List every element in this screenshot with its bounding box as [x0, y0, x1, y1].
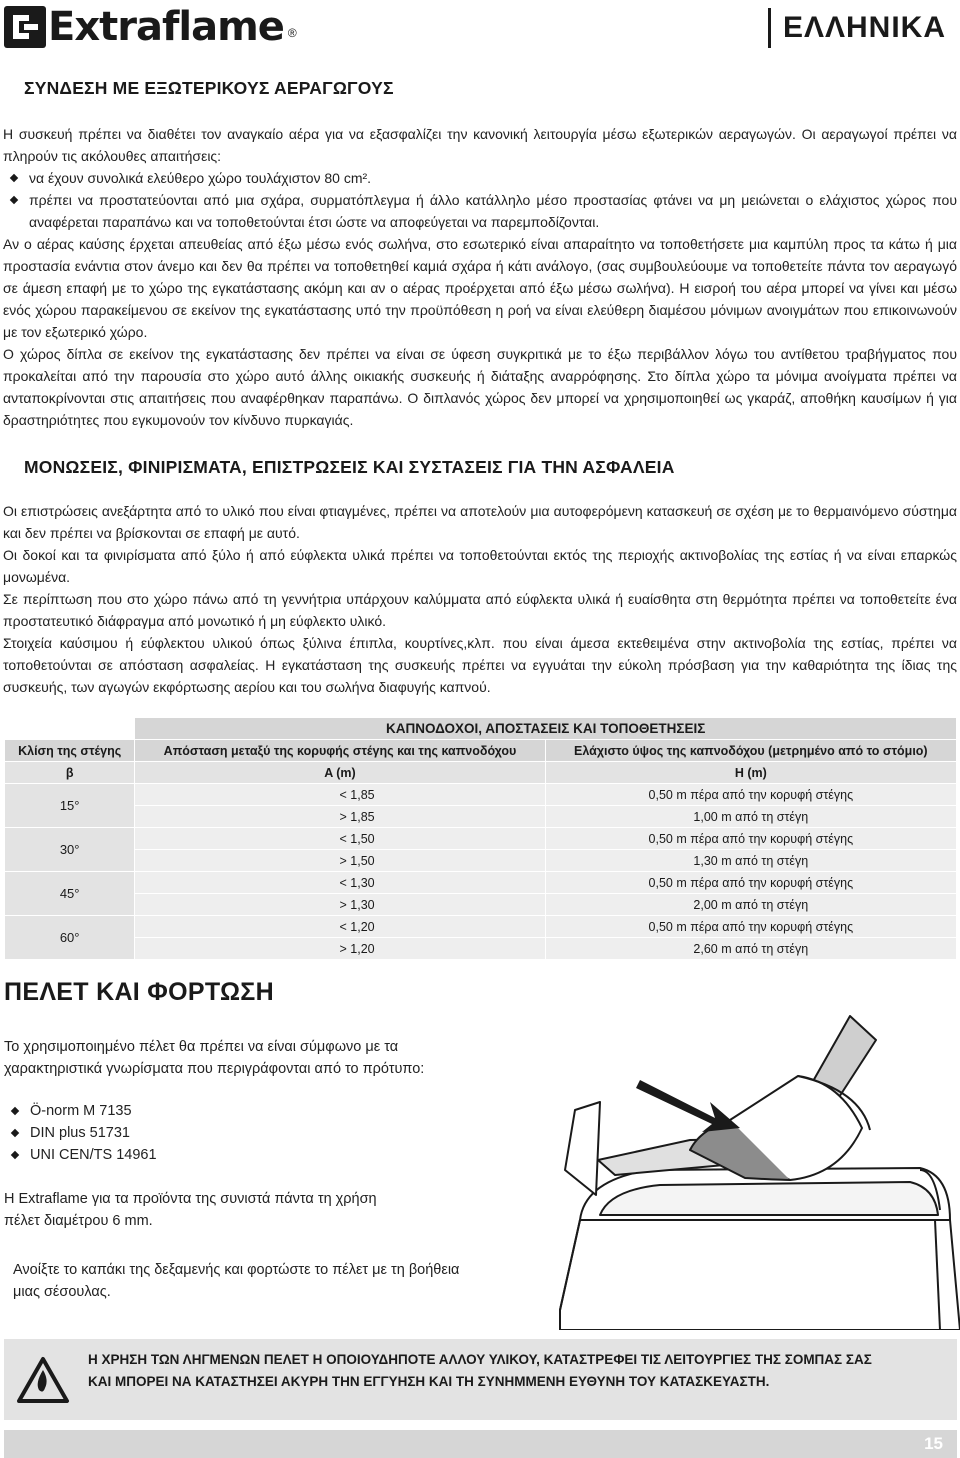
warning-box [4, 1339, 957, 1420]
distance-cell: < 1,20 [135, 916, 545, 938]
pellet-advice: Η Extraflame για τα προϊόντα της συνιστά πάντα τη χρήση πέλετ διαμέτρου 6 mm. [4, 1191, 377, 1229]
table-title: ΚΑΠΝΟΔΟΧΟΙ, ΑΠΟΣΤΑΣΕΙΣ ΚΑΙ ΤΟΠΟΘΕΤΗΣΕΙΣ [135, 718, 957, 740]
bullet-item: πρέπει να προστατεύονται από μια σχάρα, συρματόπλεγμα ή άλλο κατάλληλο μέσο προστασίας φτάνει να μη μειώνεται ο ελάχιστος χώρος που αναφέρεται παραπάνω και να τοποθετούνται έτσι ώστε να αποφεύγεται να παρεμποδίζονται. [3, 189, 957, 233]
table-row [5, 916, 957, 938]
norm-item: UNI CEN/TS 14961 [4, 1144, 304, 1166]
table-row [5, 894, 957, 916]
tank-lid [565, 1102, 600, 1195]
distance-cell: < 1,85 [135, 784, 545, 806]
stove-body [560, 1220, 960, 1330]
logo-mark-icon [4, 6, 46, 48]
table-row [5, 938, 957, 960]
section-air-ducts-body [3, 123, 957, 431]
distance-cell: > 1,50 [135, 850, 545, 872]
warning-text: Η ΧΡΗΣΗ ΤΩΝ ΛΗΓΜΕΝΩΝ ΠΕΛΕΤ Η ΟΠΟΙΟΥΔΗΠΟΤΕ ΑΛΛΟΥ ΥΛΙΚΟΥ, ΚΑΤΑΣΤΡΕΦΕΙ ΤΙΣ ΛΕΙΤΟΥΡΓΙΕΣ ΤΗΣ ΣΟΜΠΑΣ ΣΑΣ ΚΑΙ ΜΠΟΡΕΙ ΝΑ ΚΑΤΑΣΤΗΣΕΙ ΑΚΥΡΗ ΤΗΝ ΕΓΓΥΗΣΗ ΚΑΙ ΤΗ ΣΥΝΗΜΜΕΝΗ ΕΥΘΥΝΗ ΤΟΥ ΚΑΤΑΣΚΕΥΑΣΤΗ. [88, 1352, 872, 1389]
language-label: ΕΛΛΗΝΙΚΑ [768, 8, 946, 48]
loading-instruction: Ανοίξτε το καπάκι της δεξαμενής και φορτώστε το πέλετ με τη βοήθεια μιας σέσουλας. [13, 1262, 460, 1300]
registered-mark: ® [287, 26, 297, 40]
warning-triangle-icon [16, 1356, 70, 1404]
distance-cell: > 1,30 [135, 894, 545, 916]
roof-angle-cell: 45° [5, 872, 135, 916]
section-title-pellet: ΠΕΛΕΤ ΚΑΙ ΦΟΡΤΩΣΗ [4, 978, 274, 1006]
height-cell: 2,60 m από τη στέγη [545, 938, 956, 960]
column-header: Κλίση της στέγης [5, 740, 135, 762]
distance-cell: > 1,20 [135, 938, 545, 960]
column-header: Ελάχιστο ύψος της καπνοδόχου (μετρημένο από το στόμιο) [545, 740, 956, 762]
page-number: 15 [924, 1434, 943, 1453]
column-subheader: A (m) [135, 762, 545, 784]
paragraph: Αν ο αέρας καύσης έρχεται απευθείας από έξω μέσω ενός σωλήνα, στο εσωτερικό είναι απαραίτητο να τοποθετήσετε μια καμπύλη προς τα κάτω ή μια προστασία ενάντια στον άνεμο και δεν θα πρέπει να τοποθετηθεί καμιά σχάρα ή κάτι ανάλογο, (σας συμβουλεύουμε να τοποθετείτε πάντα τον αεραγωγό σε άμεση επαφή με το χώρο της εγκατάστασης ακόμη και αν ο αέρας προέρχεται από έξω μέσω σωλήνα). Η εισροή του αέρα μπορεί να γίνει και μέσω ενός χώρου παρακείμενου σε εκείνον της εγκατάστασης υπό την προϋπόθεση η ροή να είναι ελεύθερη διαμέσου μόνιμων ανοιγμάτων που επικοινωνούν με τον εξωτερικό χώρο. [3, 236, 957, 340]
norms-list [4, 1100, 304, 1166]
paragraph: Οι δοκοί και τα φινιρίσματα από ξύλο ή από εύφλεκτα υλικά πρέπει να τοποθετούνται εκτός της περιοχής ακτινοβολίας της εστίας ή να είναι επαρκώς μονωμένα. [3, 547, 957, 585]
section-insulation-body [3, 500, 957, 698]
paragraph: Στοιχεία καύσιμου ή εύφλεκτου υλικού όπως ξύλινα έπιπλα, κουρτίνες,κλπ. που είναι άμεσα εκτεθειμένα στην ακτινοβολία της εστίας, πρέπει να τοποθετούνται σε απόσταση ασφαλείας. Η εγκατάσταση της συσκευής πρέπει να εγγυάται την εύκολη πρόσβαση για την καθαριότητα της ίδιας της συσκευής, των αγωγών εκφόρτωσης αερίου και του σωλήνα διαφυγής καπνού. [3, 635, 957, 695]
norm-item: DIN plus 51731 [4, 1122, 304, 1144]
column-subheader: H (m) [545, 762, 956, 784]
distance-cell: < 1,30 [135, 872, 545, 894]
roof-angle-cell: 60° [5, 916, 135, 960]
height-cell: 1,30 m από τη στέγη [545, 850, 956, 872]
height-cell: 0,50 m πέρα από την κορυφή στέγης [545, 916, 956, 938]
column-subheader: β [5, 762, 135, 784]
pellet-intro: Το χρησιμοποιημένο πέλετ θα πρέπει να είναι σύμφωνο με τα χαρακτηριστικά γνωρίσματα που περιγράφονται από το πρότυπο: [4, 1039, 425, 1077]
distance-cell: < 1,50 [135, 828, 545, 850]
paragraph: Σε περίπτωση που στο χώρο πάνω από τη γεννήτρια υπάρχουν καλύμματα από εύφλεκτα υλικά ή ευαίσθητα στη θερμότητα πρέπει να τοποθετείτε ένα προστατευτικό διάφραγμα από μονωτικό ή μη εύφλεκτο υλικό. [3, 591, 957, 629]
scoop-icon [690, 1016, 876, 1180]
height-cell: 0,50 m πέρα από την κορυφή στέγης [545, 872, 956, 894]
height-cell: 0,50 m πέρα από την κορυφή στέγης [545, 828, 956, 850]
height-cell: 0,50 m πέρα από την κορυφή στέγης [545, 784, 956, 806]
arrow-icon [636, 1080, 740, 1132]
table-row [5, 806, 957, 828]
table-row [5, 872, 957, 894]
footer-bar [4, 1430, 957, 1458]
section-title-air-ducts: ΣΥΝΔΕΣΗ ΜΕ ΕΞΩΤΕΡΙΚΟΥΣ ΑΕΡΑΓΩΓΟΥΣ [24, 78, 394, 98]
bullet-item: να έχουν συνολικά ελεύθερο χώρο τουλάχιστον 80 cm². [3, 167, 957, 189]
height-cell: 1,00 m από τη στέγη [545, 806, 956, 828]
table-row [5, 784, 957, 806]
height-cell: 2,00 m από τη στέγη [545, 894, 956, 916]
stove-loading-illustration [540, 1010, 960, 1330]
paragraph: Ο χώρος δίπλα σε εκείνον της εγκατάστασης δεν πρέπει να είναι σε ύφεση συγκριτικά με το έξω περιβάλλον λόγω του αντίθετου τραβήγματος που προκαλείται από την παρουσία στο χώρο αυτό άλλης οικιακής συσκευής ή διάταξης αναρρόφησης. Στο δίπλα χώρο τα μόνιμα ανοίγματα πρέπει να ανταποκρίνονται στις απαιτήσεις που αναφέρθηκαν παραπάνω. Ο διπλανός χώρος δεν μπορεί να χρησιμοποιηθεί ως γκαράζ, αποθήκη καυσίμων ή για δραστηριότητες που εγκυμονούν τον κίνδυνο πυρκαγιάς. [3, 346, 957, 428]
table-row [5, 828, 957, 850]
chimney-distances-table [4, 717, 957, 960]
roof-angle-cell: 30° [5, 828, 135, 872]
roof-angle-cell: 15° [5, 784, 135, 828]
table-row [5, 850, 957, 872]
norm-item: Ö-norm M 7135 [4, 1100, 304, 1122]
brand-logo [4, 4, 297, 50]
logo-text: Extraflame [48, 4, 284, 50]
column-header: Απόσταση μεταξύ της κορυφής στέγης και της καπνοδόχου [135, 740, 545, 762]
paragraph: Οι επιστρώσεις ανεξάρτητα από το υλικό που είναι φτιαγμένες, πρέπει να αποτελούν μια αυτοφερόμενη κατασκευή σε σχέση με το θερμαινόμενο σύστημα και δεν πρέπει να βρίσκονται σε επαφή με αυτό. [3, 503, 957, 541]
paragraph: Η συσκευή πρέπει να διαθέτει τον αναγκαίο αέρα για να εξασφαλίζει την κανονική λειτουργία μέσω εξωτερικών αεραγωγών. Οι αεραγωγοί πρέπει να πληρούν τις ακόλουθες απαιτήσεις: [3, 126, 957, 164]
distance-cell: > 1,85 [135, 806, 545, 828]
section-title-insulation: ΜΟΝΩΣΕΙΣ, ΦΙΝΙΡΙΣΜΑΤΑ, ΕΠΙΣΤΡΩΣΕΙΣ ΚΑΙ ΣΥΣΤΑΣΕΙΣ ΓΙΑ ΤΗΝ ΑΣΦΑΛΕΙΑ [24, 457, 675, 477]
